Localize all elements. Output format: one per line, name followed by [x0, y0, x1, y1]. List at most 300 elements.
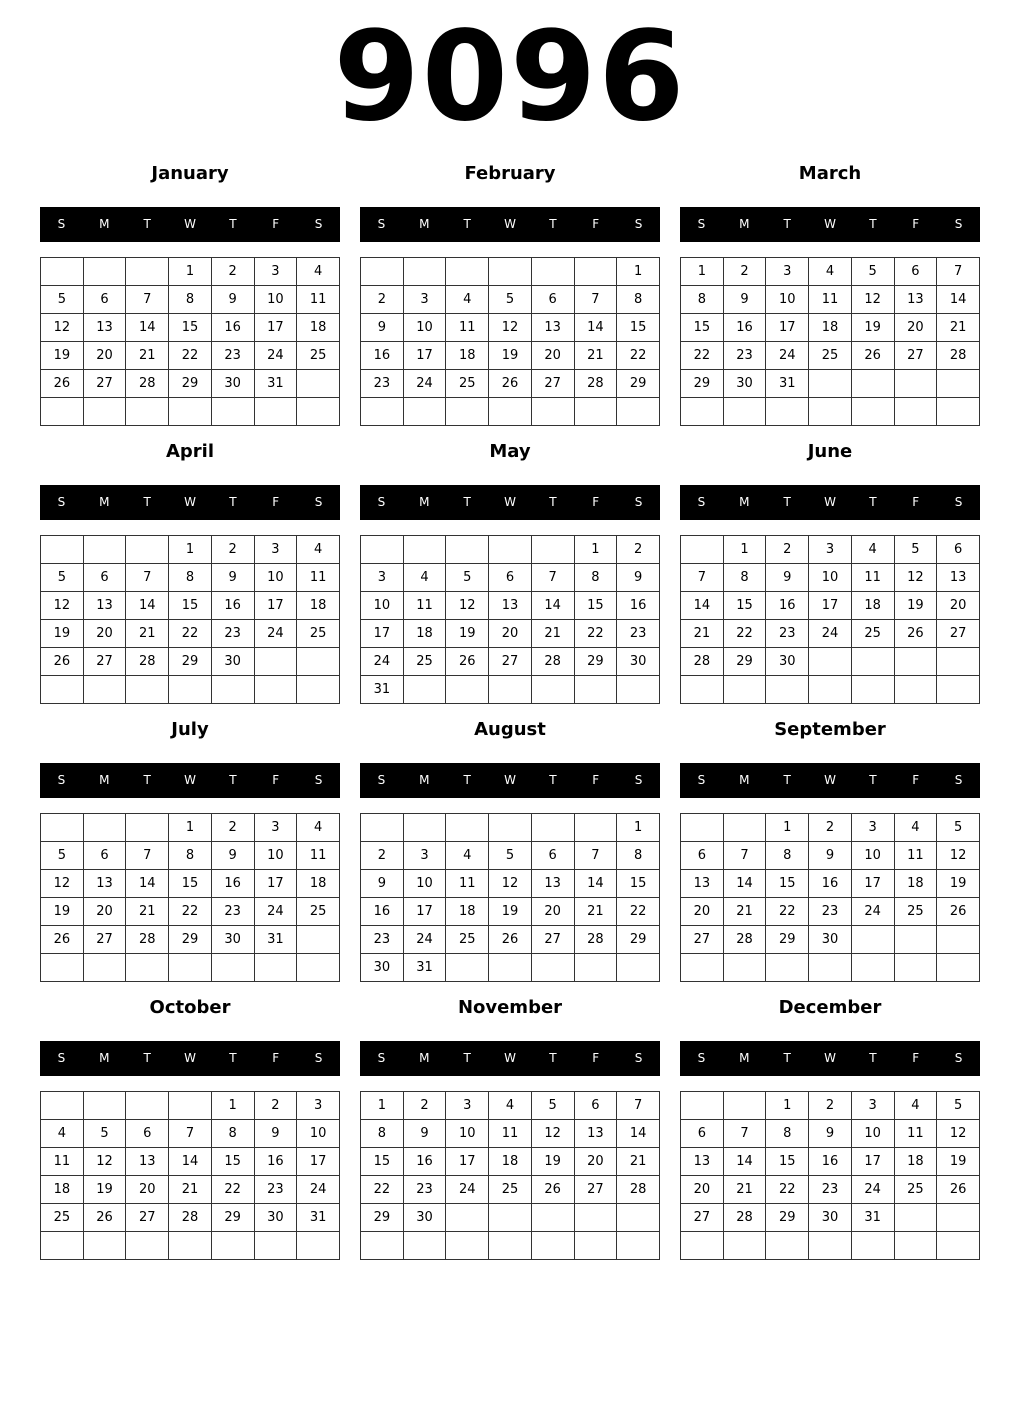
day-cell — [254, 648, 297, 676]
day-cell: 13 — [937, 564, 980, 592]
weekday-label: T — [143, 1051, 151, 1065]
day-cell: 24 — [809, 620, 852, 648]
day-cell: 27 — [83, 370, 126, 398]
week-row — [681, 1204, 980, 1232]
day-cell: 18 — [809, 314, 852, 342]
weekday-label: M — [99, 495, 110, 509]
day-cell: 31 — [297, 1204, 340, 1232]
day-cell — [489, 676, 532, 704]
weekday-label: W — [184, 773, 196, 787]
day-cell — [41, 814, 84, 842]
weekday-label: M — [739, 217, 750, 231]
weekday-label: F — [912, 1051, 920, 1065]
week-row — [681, 870, 980, 898]
day-cell: 31 — [851, 1204, 894, 1232]
day-cell: 30 — [211, 370, 254, 398]
day-cell: 1 — [766, 1092, 809, 1120]
day-cell — [531, 398, 574, 426]
day-cell: 6 — [574, 1092, 617, 1120]
day-cell: 1 — [169, 258, 212, 286]
day-cell: 17 — [446, 1148, 489, 1176]
day-cell: 7 — [723, 1120, 766, 1148]
day-cell — [766, 398, 809, 426]
day-cell: 7 — [937, 258, 980, 286]
day-cell — [574, 814, 617, 842]
day-cell — [83, 676, 126, 704]
weekday-label: S — [697, 1051, 706, 1065]
day-cell — [766, 954, 809, 982]
week-row — [41, 564, 340, 592]
day-cell: 29 — [617, 926, 660, 954]
day-cell: 22 — [211, 1176, 254, 1204]
day-cell — [574, 1232, 617, 1260]
day-cell: 5 — [489, 842, 532, 870]
week-row — [361, 592, 660, 620]
weekday-label: F — [592, 1051, 600, 1065]
day-cell: 9 — [211, 842, 254, 870]
day-cell: 22 — [574, 620, 617, 648]
day-cell: 4 — [489, 1092, 532, 1120]
day-cell: 10 — [766, 286, 809, 314]
day-cell: 14 — [681, 592, 724, 620]
day-cell: 27 — [894, 342, 937, 370]
day-cell: 23 — [766, 620, 809, 648]
day-cell — [254, 398, 297, 426]
day-cell: 13 — [681, 870, 724, 898]
day-cell — [169, 1232, 212, 1260]
day-cell: 1 — [723, 536, 766, 564]
week-row — [681, 258, 980, 286]
day-cell: 22 — [617, 342, 660, 370]
day-cell — [126, 258, 169, 286]
week-row — [361, 1148, 660, 1176]
day-cell — [41, 954, 84, 982]
day-cell — [446, 676, 489, 704]
day-cell: 3 — [254, 814, 297, 842]
day-cell — [361, 536, 404, 564]
weekday-label: F — [272, 1051, 280, 1065]
day-cell: 6 — [531, 842, 574, 870]
weekday-label: T — [869, 217, 877, 231]
weekday-label: W — [824, 495, 836, 509]
week-row — [361, 258, 660, 286]
day-cell: 26 — [489, 926, 532, 954]
day-cell: 14 — [723, 1148, 766, 1176]
day-cell: 15 — [169, 870, 212, 898]
weekday-header — [360, 763, 660, 798]
day-cell: 22 — [169, 898, 212, 926]
day-cell: 4 — [851, 536, 894, 564]
day-cell — [126, 1232, 169, 1260]
day-cell: 11 — [851, 564, 894, 592]
day-cell: 27 — [126, 1204, 169, 1232]
day-grid — [680, 813, 980, 982]
day-cell — [809, 648, 852, 676]
day-cell: 20 — [83, 620, 126, 648]
week-row — [41, 286, 340, 314]
day-cell — [681, 676, 724, 704]
day-cell: 20 — [937, 592, 980, 620]
day-cell: 9 — [723, 286, 766, 314]
day-cell: 28 — [169, 1204, 212, 1232]
day-cell: 30 — [403, 1204, 446, 1232]
weekday-header — [40, 1041, 340, 1076]
day-cell — [937, 1232, 980, 1260]
day-cell: 28 — [531, 648, 574, 676]
day-cell: 8 — [617, 842, 660, 870]
weekday-label: S — [954, 773, 963, 787]
weekday-label: F — [912, 773, 920, 787]
day-cell — [894, 1204, 937, 1232]
day-cell — [254, 954, 297, 982]
day-cell: 17 — [254, 592, 297, 620]
weekday-label: F — [592, 217, 600, 231]
day-grid — [40, 1091, 340, 1260]
day-cell: 18 — [297, 592, 340, 620]
day-cell — [126, 954, 169, 982]
day-grid — [40, 257, 340, 426]
month-name: October — [149, 997, 231, 1018]
day-cell: 1 — [766, 814, 809, 842]
day-cell: 27 — [574, 1176, 617, 1204]
weekday-label: S — [697, 495, 706, 509]
day-cell: 16 — [617, 592, 660, 620]
day-grid — [360, 813, 660, 982]
day-cell: 11 — [489, 1120, 532, 1148]
day-cell: 3 — [361, 564, 404, 592]
day-cell: 28 — [617, 1176, 660, 1204]
day-cell: 20 — [681, 898, 724, 926]
day-cell — [169, 954, 212, 982]
day-cell — [361, 1232, 404, 1260]
day-cell: 27 — [531, 370, 574, 398]
week-row — [361, 954, 660, 982]
day-cell — [403, 676, 446, 704]
month-name: February — [464, 163, 556, 184]
day-cell: 28 — [574, 926, 617, 954]
day-cell: 15 — [169, 592, 212, 620]
day-cell: 23 — [211, 342, 254, 370]
day-cell — [809, 1232, 852, 1260]
day-cell: 5 — [41, 286, 84, 314]
day-cell: 26 — [531, 1176, 574, 1204]
day-cell — [617, 954, 660, 982]
day-cell — [83, 398, 126, 426]
day-cell: 5 — [937, 1092, 980, 1120]
weekday-label: T — [869, 1051, 877, 1065]
day-cell: 25 — [41, 1204, 84, 1232]
day-cell: 10 — [403, 870, 446, 898]
weekday-label: S — [57, 773, 66, 787]
day-cell: 8 — [169, 842, 212, 870]
day-cell: 15 — [617, 314, 660, 342]
day-cell — [297, 1232, 340, 1260]
day-cell — [489, 536, 532, 564]
weekday-label: S — [57, 1051, 66, 1065]
week-row — [361, 620, 660, 648]
day-cell: 14 — [937, 286, 980, 314]
day-cell: 14 — [126, 592, 169, 620]
day-cell: 9 — [211, 286, 254, 314]
day-cell — [126, 814, 169, 842]
day-cell — [531, 1204, 574, 1232]
day-cell: 12 — [531, 1120, 574, 1148]
weekday-label: T — [229, 217, 237, 231]
day-cell — [809, 676, 852, 704]
day-cell: 1 — [169, 814, 212, 842]
day-cell: 29 — [169, 926, 212, 954]
weekday-label: S — [377, 495, 386, 509]
week-row — [681, 926, 980, 954]
day-cell: 24 — [254, 898, 297, 926]
day-cell: 6 — [126, 1120, 169, 1148]
day-cell — [937, 926, 980, 954]
day-cell: 7 — [574, 286, 617, 314]
day-cell: 29 — [361, 1204, 404, 1232]
day-cell: 20 — [531, 898, 574, 926]
day-cell: 31 — [361, 676, 404, 704]
day-cell: 26 — [937, 898, 980, 926]
day-cell: 24 — [403, 926, 446, 954]
day-cell: 23 — [809, 1176, 852, 1204]
week-row — [361, 926, 660, 954]
weekday-header — [360, 207, 660, 242]
weekday-label: T — [549, 773, 557, 787]
weekday-label: M — [739, 773, 750, 787]
month-name: May — [489, 441, 531, 462]
day-cell: 26 — [446, 648, 489, 676]
day-cell — [723, 398, 766, 426]
week-row — [361, 648, 660, 676]
day-cell: 24 — [446, 1176, 489, 1204]
day-cell: 12 — [446, 592, 489, 620]
day-cell: 18 — [894, 870, 937, 898]
day-cell: 17 — [766, 314, 809, 342]
day-cell — [126, 398, 169, 426]
day-cell — [446, 1232, 489, 1260]
day-cell: 6 — [83, 842, 126, 870]
month-name: September — [774, 719, 886, 740]
day-cell — [83, 258, 126, 286]
day-cell: 10 — [297, 1120, 340, 1148]
day-cell: 10 — [446, 1120, 489, 1148]
day-cell: 25 — [489, 1176, 532, 1204]
day-cell: 12 — [489, 314, 532, 342]
day-cell: 12 — [851, 286, 894, 314]
day-cell: 23 — [361, 370, 404, 398]
day-cell: 17 — [403, 342, 446, 370]
day-cell: 5 — [83, 1120, 126, 1148]
day-cell: 21 — [681, 620, 724, 648]
week-row — [41, 258, 340, 286]
week-row — [681, 398, 980, 426]
day-cell: 31 — [403, 954, 446, 982]
weekday-label: M — [99, 1051, 110, 1065]
week-row — [361, 536, 660, 564]
day-cell — [574, 1204, 617, 1232]
day-cell: 27 — [489, 648, 532, 676]
weekday-label: S — [634, 495, 643, 509]
day-cell — [489, 814, 532, 842]
day-cell: 14 — [126, 314, 169, 342]
day-cell — [809, 398, 852, 426]
day-cell: 29 — [169, 370, 212, 398]
week-row — [681, 1148, 980, 1176]
day-cell: 13 — [531, 314, 574, 342]
day-cell — [894, 398, 937, 426]
day-cell: 24 — [254, 342, 297, 370]
day-cell: 26 — [894, 620, 937, 648]
week-row — [41, 620, 340, 648]
day-cell: 2 — [254, 1092, 297, 1120]
day-cell: 9 — [617, 564, 660, 592]
weekday-label: T — [783, 217, 791, 231]
day-cell — [894, 1232, 937, 1260]
day-cell: 5 — [894, 536, 937, 564]
month-name: July — [171, 719, 209, 740]
day-cell — [126, 1092, 169, 1120]
day-cell: 7 — [126, 286, 169, 314]
day-cell — [531, 814, 574, 842]
day-cell: 18 — [41, 1176, 84, 1204]
weekday-label: W — [504, 217, 516, 231]
day-cell: 20 — [681, 1176, 724, 1204]
day-cell: 16 — [254, 1148, 297, 1176]
weekday-label: F — [272, 773, 280, 787]
day-cell — [574, 398, 617, 426]
year-title: 9096 — [333, 5, 687, 149]
weekday-label: T — [463, 495, 471, 509]
day-cell: 20 — [531, 342, 574, 370]
day-cell: 4 — [894, 814, 937, 842]
day-cell: 30 — [723, 370, 766, 398]
week-row — [361, 676, 660, 704]
weekday-label: W — [504, 1051, 516, 1065]
weekday-label: T — [463, 773, 471, 787]
day-cell: 11 — [894, 842, 937, 870]
day-cell — [851, 954, 894, 982]
day-cell: 24 — [361, 648, 404, 676]
week-row — [681, 370, 980, 398]
day-cell: 3 — [254, 258, 297, 286]
day-cell: 6 — [489, 564, 532, 592]
day-cell: 21 — [126, 898, 169, 926]
day-cell: 17 — [403, 898, 446, 926]
day-cell: 15 — [766, 870, 809, 898]
day-cell: 10 — [254, 286, 297, 314]
weekday-label: T — [869, 495, 877, 509]
day-cell — [41, 676, 84, 704]
day-cell: 2 — [809, 814, 852, 842]
day-cell — [41, 1092, 84, 1120]
day-cell: 17 — [361, 620, 404, 648]
day-grid — [40, 535, 340, 704]
weekday-label: W — [824, 773, 836, 787]
day-cell: 31 — [766, 370, 809, 398]
week-row — [361, 314, 660, 342]
weekday-label: T — [229, 495, 237, 509]
weekday-label: S — [697, 773, 706, 787]
weekday-label: S — [954, 495, 963, 509]
weekday-label: T — [229, 1051, 237, 1065]
day-cell: 30 — [766, 648, 809, 676]
day-cell: 10 — [254, 842, 297, 870]
day-cell: 21 — [169, 1176, 212, 1204]
day-cell — [531, 954, 574, 982]
week-row — [681, 286, 980, 314]
day-cell — [851, 926, 894, 954]
day-cell — [937, 954, 980, 982]
day-cell: 16 — [211, 592, 254, 620]
week-row — [41, 676, 340, 704]
weekday-label: F — [592, 495, 600, 509]
day-cell — [894, 676, 937, 704]
day-cell: 17 — [851, 1148, 894, 1176]
week-row — [681, 1092, 980, 1120]
day-cell: 5 — [446, 564, 489, 592]
week-row — [41, 648, 340, 676]
day-cell: 24 — [297, 1176, 340, 1204]
week-row — [361, 342, 660, 370]
weekday-label: T — [783, 495, 791, 509]
day-cell — [361, 814, 404, 842]
day-cell: 4 — [403, 564, 446, 592]
weekday-label: S — [697, 217, 706, 231]
week-row — [681, 842, 980, 870]
day-cell: 3 — [766, 258, 809, 286]
day-cell: 25 — [446, 370, 489, 398]
day-cell: 20 — [83, 342, 126, 370]
day-cell: 4 — [297, 258, 340, 286]
day-cell: 23 — [617, 620, 660, 648]
day-cell: 22 — [169, 620, 212, 648]
day-cell — [254, 676, 297, 704]
day-cell — [211, 676, 254, 704]
week-row — [41, 370, 340, 398]
day-cell: 28 — [126, 926, 169, 954]
day-cell: 28 — [126, 370, 169, 398]
day-cell: 11 — [297, 842, 340, 870]
day-cell: 10 — [403, 314, 446, 342]
day-cell: 4 — [41, 1120, 84, 1148]
day-cell: 26 — [41, 648, 84, 676]
day-cell — [723, 1232, 766, 1260]
weekday-label: T — [869, 773, 877, 787]
day-cell: 22 — [766, 898, 809, 926]
day-cell: 2 — [211, 258, 254, 286]
day-grid — [680, 535, 980, 704]
day-cell: 29 — [617, 370, 660, 398]
day-cell: 4 — [809, 258, 852, 286]
day-cell: 4 — [446, 286, 489, 314]
weekday-label: S — [634, 773, 643, 787]
day-cell: 27 — [83, 926, 126, 954]
day-cell: 9 — [361, 314, 404, 342]
day-cell — [531, 536, 574, 564]
day-cell: 4 — [297, 814, 340, 842]
day-cell: 24 — [403, 370, 446, 398]
day-cell: 2 — [617, 536, 660, 564]
week-row — [41, 814, 340, 842]
day-cell: 18 — [894, 1148, 937, 1176]
day-cell — [297, 676, 340, 704]
day-grid — [680, 1091, 980, 1260]
week-row — [361, 898, 660, 926]
day-cell: 15 — [617, 870, 660, 898]
day-cell: 17 — [254, 314, 297, 342]
weekday-label: M — [419, 495, 430, 509]
weekday-label: W — [184, 1051, 196, 1065]
